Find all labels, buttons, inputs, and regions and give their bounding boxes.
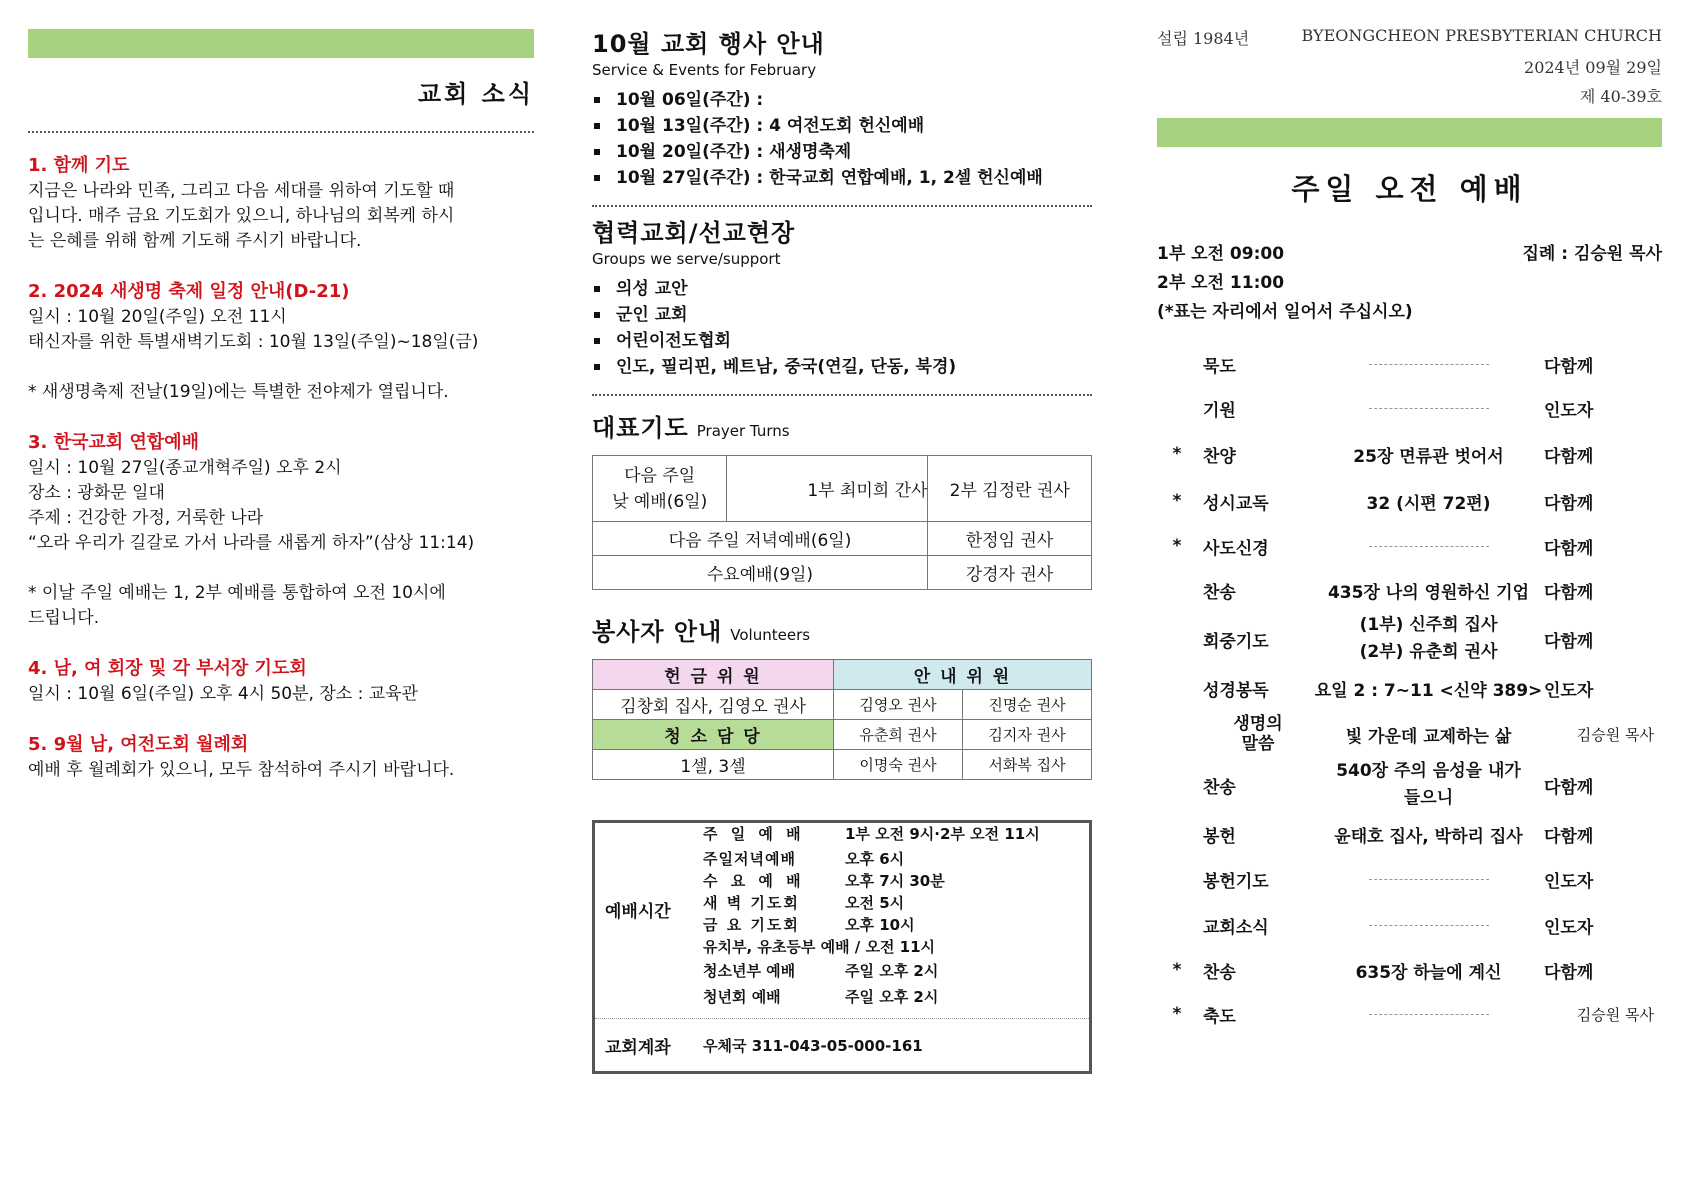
time-row — [703, 960, 1083, 982]
order-item-leader: 다함께 — [1544, 826, 1594, 847]
standing-mark — [1157, 758, 1197, 812]
time-value: 주일 오후 2시 — [845, 988, 939, 1006]
news-line: 드립니다. — [28, 608, 100, 628]
group-item: 의성 교안 — [592, 276, 1092, 302]
order-row — [1157, 666, 1662, 710]
green-bar — [1157, 118, 1662, 147]
event-item: 10월 06일(주간) : — [592, 87, 1092, 113]
order-row — [1157, 524, 1662, 568]
standing-mark — [1157, 710, 1197, 758]
worship-times-box — [592, 820, 1092, 1074]
news-line: 지금은 나라와 민족, 그리고 다음 세대를 위하여 기도할 때 — [28, 181, 455, 201]
volunteers-title-en: Volunteers — [730, 626, 811, 644]
standing-mark: * — [1172, 491, 1182, 511]
order-item-name: 찬송 — [1203, 962, 1236, 983]
order-item-content — [1313, 612, 1544, 666]
order-item-leader: 다함께 — [1544, 493, 1594, 514]
time-value: 1부 오전 9시·2부 오전 11시 — [845, 825, 1040, 843]
time-name: 수 요 예 배 — [703, 872, 805, 890]
order-item-name: 찬송 — [1203, 777, 1236, 798]
prayer-label-line: 낮 예배(6일) — [612, 491, 708, 512]
time-value: 주일 오후 2시 — [845, 962, 939, 980]
order-item-content-line: 들으니 — [1403, 788, 1454, 808]
dotted-divider — [592, 205, 1092, 207]
prayer-second-service: 2부 김정란 권사 — [928, 456, 1092, 522]
order-item-name: 사도신경 — [1203, 538, 1269, 559]
standing-mark: * — [1172, 444, 1182, 464]
prayer-title-ko: 대표기도 — [592, 414, 689, 442]
issue-number: 제 40-39호 — [1579, 87, 1662, 106]
time-value: 오후 10시 — [845, 916, 915, 934]
time-name: 주 일 예 배 — [703, 825, 805, 843]
standing-mark — [1157, 812, 1197, 856]
volunteers-table — [592, 659, 1092, 780]
order-item-leader: 인도자 — [1544, 680, 1594, 701]
order-item-content-line: (1부) 신주희 집사 — [1359, 615, 1498, 635]
dashed-line — [1369, 364, 1489, 365]
order-of-service — [1157, 342, 1662, 1036]
group-item: 군인 교회 — [592, 302, 1092, 328]
group-item: 인도, 필리핀, 베트남, 중국(연길, 단동, 북경) — [592, 354, 1092, 380]
standing-mark — [1157, 612, 1197, 666]
account-value: 우체국 311-043-05-000-161 — [703, 1037, 923, 1055]
prayer-name: 1부 최미희 간사 — [807, 481, 928, 501]
order-item-content: 635장 하늘에 계신 — [1355, 962, 1502, 983]
time-row — [703, 823, 1083, 845]
order-item-content: 435장 나의 영원하신 기업 — [1327, 582, 1530, 603]
order-item-name: 찬송 — [1203, 582, 1236, 603]
order-item-leader: 김승원 목사 — [1576, 725, 1654, 744]
order-item-name-line: 생명의 — [1233, 714, 1283, 734]
order-item-leader: 다함께 — [1544, 962, 1594, 983]
order-row — [1157, 710, 1662, 758]
cleaning-value: 1셀, 3셀 — [593, 750, 834, 780]
order-item-leader: 김승원 목사 — [1576, 1005, 1654, 1024]
standing-mark: * — [1172, 536, 1182, 556]
prayer-table — [592, 455, 1092, 590]
order-item-leader: 다함께 — [1544, 631, 1594, 652]
standing-mark: * — [1172, 960, 1182, 980]
order-item-leader: 다함께 — [1544, 538, 1594, 559]
usher-name: 서화복 집사 — [963, 750, 1092, 780]
news-section-4 — [28, 656, 534, 707]
news-line: “오라 우리가 길갈로 가서 나라를 새롭게 하자”(삼상 11:14) — [28, 533, 475, 553]
news-heading: 1. 함께 기도 — [28, 155, 130, 176]
standing-mark — [1157, 856, 1197, 902]
order-item-name: 축도 — [1203, 1006, 1236, 1027]
time-name: 주일저녁예배 — [703, 850, 796, 868]
time-value: 오전 5시 — [845, 894, 905, 912]
worship-times-label: 예배시간 — [605, 902, 671, 922]
order-item-content — [1313, 386, 1544, 430]
dotted-divider — [28, 131, 534, 133]
prayer-label-line: 다음 주일 — [624, 465, 696, 486]
service-title: 주일 오전 예배 — [1291, 172, 1528, 206]
time-name: 금 요 기도회 — [703, 916, 800, 934]
standing-mark: * — [1172, 1004, 1182, 1024]
order-row — [1157, 342, 1662, 386]
order-item-leader: 다함께 — [1544, 777, 1594, 798]
news-heading: 5. 9월 남, 여전도회 월례회 — [28, 734, 249, 755]
order-item-leader: 인도자 — [1544, 917, 1594, 938]
news-section-2 — [28, 279, 534, 405]
volunteers-title — [592, 612, 1092, 647]
order-row — [1157, 430, 1662, 478]
offering-header: 헌 금 위 원 — [593, 660, 834, 690]
order-item-name: 찬양 — [1203, 446, 1236, 467]
news-line: * 이날 주일 예배는 1, 2부 예배를 통합하여 오전 10시에 — [28, 583, 446, 603]
prayer-evening-value: 한정임 권사 — [927, 522, 1091, 556]
events-title: 10월 교회 행사 안내 — [592, 30, 825, 58]
standing-note: (*표는 자리에서 일어서 주십시오) — [1157, 302, 1413, 322]
order-item-content: 윤태호 집사, 박하리 집사 — [1334, 826, 1523, 847]
order-item-name: 성시교독 — [1203, 493, 1269, 514]
service-leader: 집례 : 김승원 목사 — [1522, 244, 1662, 264]
green-bar — [28, 29, 534, 58]
order-row — [1157, 612, 1662, 666]
offering-names: 김창회 집사, 김영오 권사 — [593, 690, 834, 720]
news-line: * 새생명축제 전날(19일)에는 특별한 전야제가 열립니다. — [28, 382, 449, 402]
news-line: 주제 : 건강한 가정, 거룩한 나라 — [28, 508, 264, 528]
news-section-1 — [28, 153, 534, 254]
news-section-3 — [28, 430, 534, 631]
prayer-wednesday-value: 강경자 권사 — [927, 556, 1091, 590]
time-name: 새 벽 기도회 — [703, 894, 800, 912]
news-line: 일시 : 10월 27일(종교개혁주일) 오후 2시 — [28, 458, 342, 478]
order-row — [1157, 902, 1662, 948]
order-item-content: 빛 가운데 교제하는 삶 — [1345, 726, 1512, 747]
news-heading: 3. 한국교회 연합예배 — [28, 432, 199, 453]
service-info — [1157, 240, 1662, 327]
dashed-line — [1369, 546, 1489, 547]
order-row — [1157, 478, 1662, 524]
order-row — [1157, 386, 1662, 430]
dashed-line — [1369, 879, 1489, 880]
time-name: 유치부, 유초등부 예배 / 오전 11시 — [703, 938, 936, 956]
service-column — [1157, 0, 1662, 1036]
church-name: BYEONGCHEON PRESBYTERIAN CHURCH — [1301, 26, 1662, 45]
usher-name: 김영오 권사 — [834, 690, 963, 720]
dashed-line — [1369, 925, 1489, 926]
standing-mark — [1157, 568, 1197, 612]
events-list — [592, 87, 1092, 191]
standing-mark — [1157, 902, 1197, 948]
dotted-divider — [595, 1018, 1089, 1019]
order-item-name: 묵도 — [1203, 356, 1236, 377]
time-row — [703, 848, 1083, 870]
order-item-leader: 인도자 — [1544, 400, 1594, 421]
groups-subtitle: Groups we serve/support — [592, 250, 781, 268]
header-line — [1157, 26, 1662, 49]
dashed-line — [1369, 1014, 1489, 1015]
order-item-content — [1313, 524, 1544, 568]
order-item-content — [1313, 342, 1544, 386]
founded-year: 설립 1984년 — [1157, 29, 1250, 48]
news-line: 일시 : 10월 20일(주일) 오전 11시 — [28, 307, 287, 327]
service-time-2: 2부 오전 11:00 — [1157, 273, 1285, 293]
order-item-name: 회중기도 — [1203, 631, 1269, 652]
prayer-title — [592, 408, 1092, 443]
order-row — [1157, 812, 1662, 856]
time-row — [703, 986, 1083, 1008]
events-column — [592, 0, 1092, 1074]
time-row — [703, 870, 1083, 892]
usher-name: 유춘희 권사 — [834, 720, 963, 750]
worship-times-list — [703, 823, 1083, 1008]
order-item-content: 요일 2 : 7~11 <신약 389> — [1314, 680, 1543, 701]
order-item-content — [1313, 856, 1544, 902]
order-row — [1157, 568, 1662, 612]
time-value: 오후 7시 30분 — [845, 872, 945, 890]
groups-list — [592, 276, 1092, 380]
event-item: 10월 20일(주간) : 새생명축제 — [592, 139, 1092, 165]
order-item-content: 32 (시편 72편) — [1366, 493, 1491, 514]
volunteers-title-ko: 봉사자 안내 — [592, 618, 723, 646]
account-label: 교회계좌 — [605, 1038, 671, 1058]
order-item-leader: 다함께 — [1544, 582, 1594, 603]
dashed-line — [1369, 408, 1489, 409]
order-item-name: 성경봉독 — [1203, 680, 1269, 701]
prayer-evening-label: 다음 주일 저녁예배(6일) — [593, 522, 928, 556]
order-item-content-line: (2부) 유춘희 권사 — [1359, 642, 1498, 662]
news-line: 태신자를 위한 특별새벽기도회 : 10월 13일(주일)~18일(금) — [28, 332, 479, 352]
order-item-leader: 다함께 — [1544, 356, 1594, 377]
news-line: 입니다. 매주 금요 기도회가 있으니, 하나님의 회복케 하시 — [28, 206, 455, 226]
groups-title: 협력교회/선교현장 — [592, 219, 796, 247]
bulletin-date: 2024년 09월 29일 — [1524, 58, 1662, 77]
order-row — [1157, 992, 1662, 1036]
time-row — [703, 892, 1083, 914]
order-item-name: 봉헌 — [1203, 826, 1236, 847]
standing-mark — [1157, 666, 1197, 710]
cleaning-header: 청 소 담 당 — [593, 720, 834, 750]
order-item-content — [1313, 758, 1544, 812]
order-item-name-line: 말씀 — [1241, 734, 1275, 754]
order-item-leader: 다함께 — [1544, 446, 1594, 467]
time-name: 청년회 예배 — [703, 988, 781, 1006]
order-item-name: 교회소식 — [1203, 917, 1269, 938]
usher-name: 김지자 권사 — [963, 720, 1092, 750]
news-line: 는 은혜를 위해 함께 기도해 주시기 바랍니다. — [28, 231, 362, 251]
usher-name: 이명숙 권사 — [834, 750, 963, 780]
prayer-wednesday-label: 수요예배(9일) — [593, 556, 928, 590]
prayer-title-en: Prayer Turns — [696, 422, 790, 440]
news-section-5 — [28, 732, 534, 783]
order-item-content — [1313, 902, 1544, 948]
usher-name: 진명순 권사 — [963, 690, 1092, 720]
dotted-divider — [592, 394, 1092, 396]
order-row — [1157, 758, 1662, 812]
news-line: 일시 : 10월 6일(주일) 오후 4시 50분, 장소 : 교육관 — [28, 684, 418, 704]
order-item-content — [1313, 992, 1544, 1036]
order-item-name: 봉헌기도 — [1203, 871, 1269, 892]
prayer-next-day-label — [593, 456, 727, 522]
event-item: 10월 27일(주간) : 한국교회 연합예배, 1, 2셀 헌신예배 — [592, 165, 1092, 191]
event-item: 10월 13일(주간) : 4 여전도회 헌신예배 — [592, 113, 1092, 139]
time-row — [703, 914, 1083, 936]
standing-mark — [1157, 386, 1197, 430]
events-subtitle: Service & Events for February — [592, 61, 817, 79]
standing-mark — [1157, 342, 1197, 386]
group-item: 어린이전도협회 — [592, 328, 1092, 354]
church-news-title: 교회 소식 — [417, 80, 534, 108]
order-row — [1157, 948, 1662, 992]
news-line: 예배 후 월례회가 있으니, 모두 참석하여 주시기 바랍니다. — [28, 760, 455, 780]
news-line — [28, 556, 534, 581]
time-row — [703, 936, 1083, 958]
order-item-content-line: 540장 주의 음성을 내가 — [1336, 761, 1521, 781]
usher-header: 안 내 위 원 — [834, 660, 1092, 690]
time-value: 오후 6시 — [845, 850, 905, 868]
news-heading: 4. 남, 여 회장 및 각 부서장 기도회 — [28, 658, 307, 679]
news-heading: 2. 2024 새생명 축제 일정 안내(D-21) — [28, 281, 350, 302]
order-item-content: 25장 면류관 벗어서 — [1353, 446, 1504, 467]
prayer-first-service — [727, 456, 928, 522]
service-time-1: 1부 오전 09:00 — [1157, 244, 1285, 264]
order-item-name: 기원 — [1203, 400, 1236, 421]
time-name: 청소년부 예배 — [703, 962, 796, 980]
order-item-leader: 인도자 — [1544, 871, 1594, 892]
order-row — [1157, 856, 1662, 902]
church-news-column — [28, 0, 534, 783]
news-line — [28, 355, 534, 380]
news-line: 장소 : 광화문 일대 — [28, 483, 165, 503]
order-item-name — [1203, 710, 1313, 758]
